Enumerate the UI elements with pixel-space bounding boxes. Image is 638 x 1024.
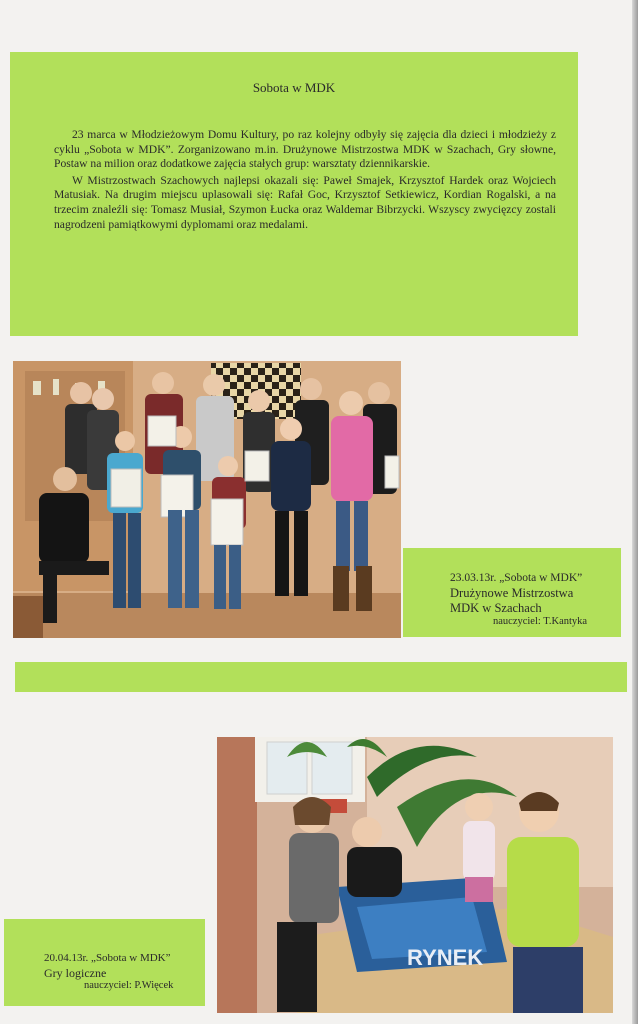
chess-team-illustration	[13, 361, 401, 638]
caption-title-line: Gry logiczne	[44, 966, 107, 980]
photo-caption-1	[403, 548, 621, 637]
logic-games-photo	[217, 737, 613, 1013]
divider-band	[15, 662, 627, 692]
article-paragraph: W Mistrzostwach Szachowych najlepsi okazali się: Paweł Smajek, Krzysztof Hardek oraz Wojciech Matusiak. Na drugim miejscu uplasowali się: Rafał Goc, Krzysztof Setkiewicz, Kordian Rogalski, a na trzecim znaleźli się: Tomasz Musiał, Szymon Łucka oraz Waldemar Bibrzycki. Wszyscy zwycięzcy zostali nagrodzeni pamiątkowymi dyplomami oraz medalami.	[54, 173, 556, 231]
article-box	[10, 52, 578, 336]
photo-caption-2	[4, 919, 205, 1006]
article-body	[54, 128, 556, 234]
logic-games-illustration	[217, 737, 613, 1013]
caption-title-line: Drużynowe Mistrzostwa	[450, 586, 574, 600]
caption-teacher: nauczyciel: P.Więcek	[84, 980, 174, 991]
caption-date: 23.03.13r. „Sobota w MDK”	[450, 572, 583, 584]
poster-text: RYNEK	[407, 945, 484, 970]
caption-teacher: nauczyciel: T.Kantyka	[493, 616, 588, 627]
chess-team-photo	[13, 361, 401, 638]
caption-title-line: MDK w Szachach	[450, 601, 542, 615]
page-edge	[632, 0, 638, 1024]
article-title: Sobota w MDK	[252, 80, 336, 95]
caption-date: 20.04.13r. „Sobota w MDK”	[44, 952, 171, 964]
article-paragraph: 23 marca w Młodzieżowym Domu Kultury, po raz kolejny odbyły się zajęcia dla dzieci i młodzieży z cyklu „Sobota w MDK”. Zorganizowano m.in. Drużynowe Mistrzostwa MDK w Szachach, Gry słowne, Postaw na milion oraz dodatkowe zajęcia stałych grup: warsztaty dziennikarskie.	[54, 128, 556, 171]
